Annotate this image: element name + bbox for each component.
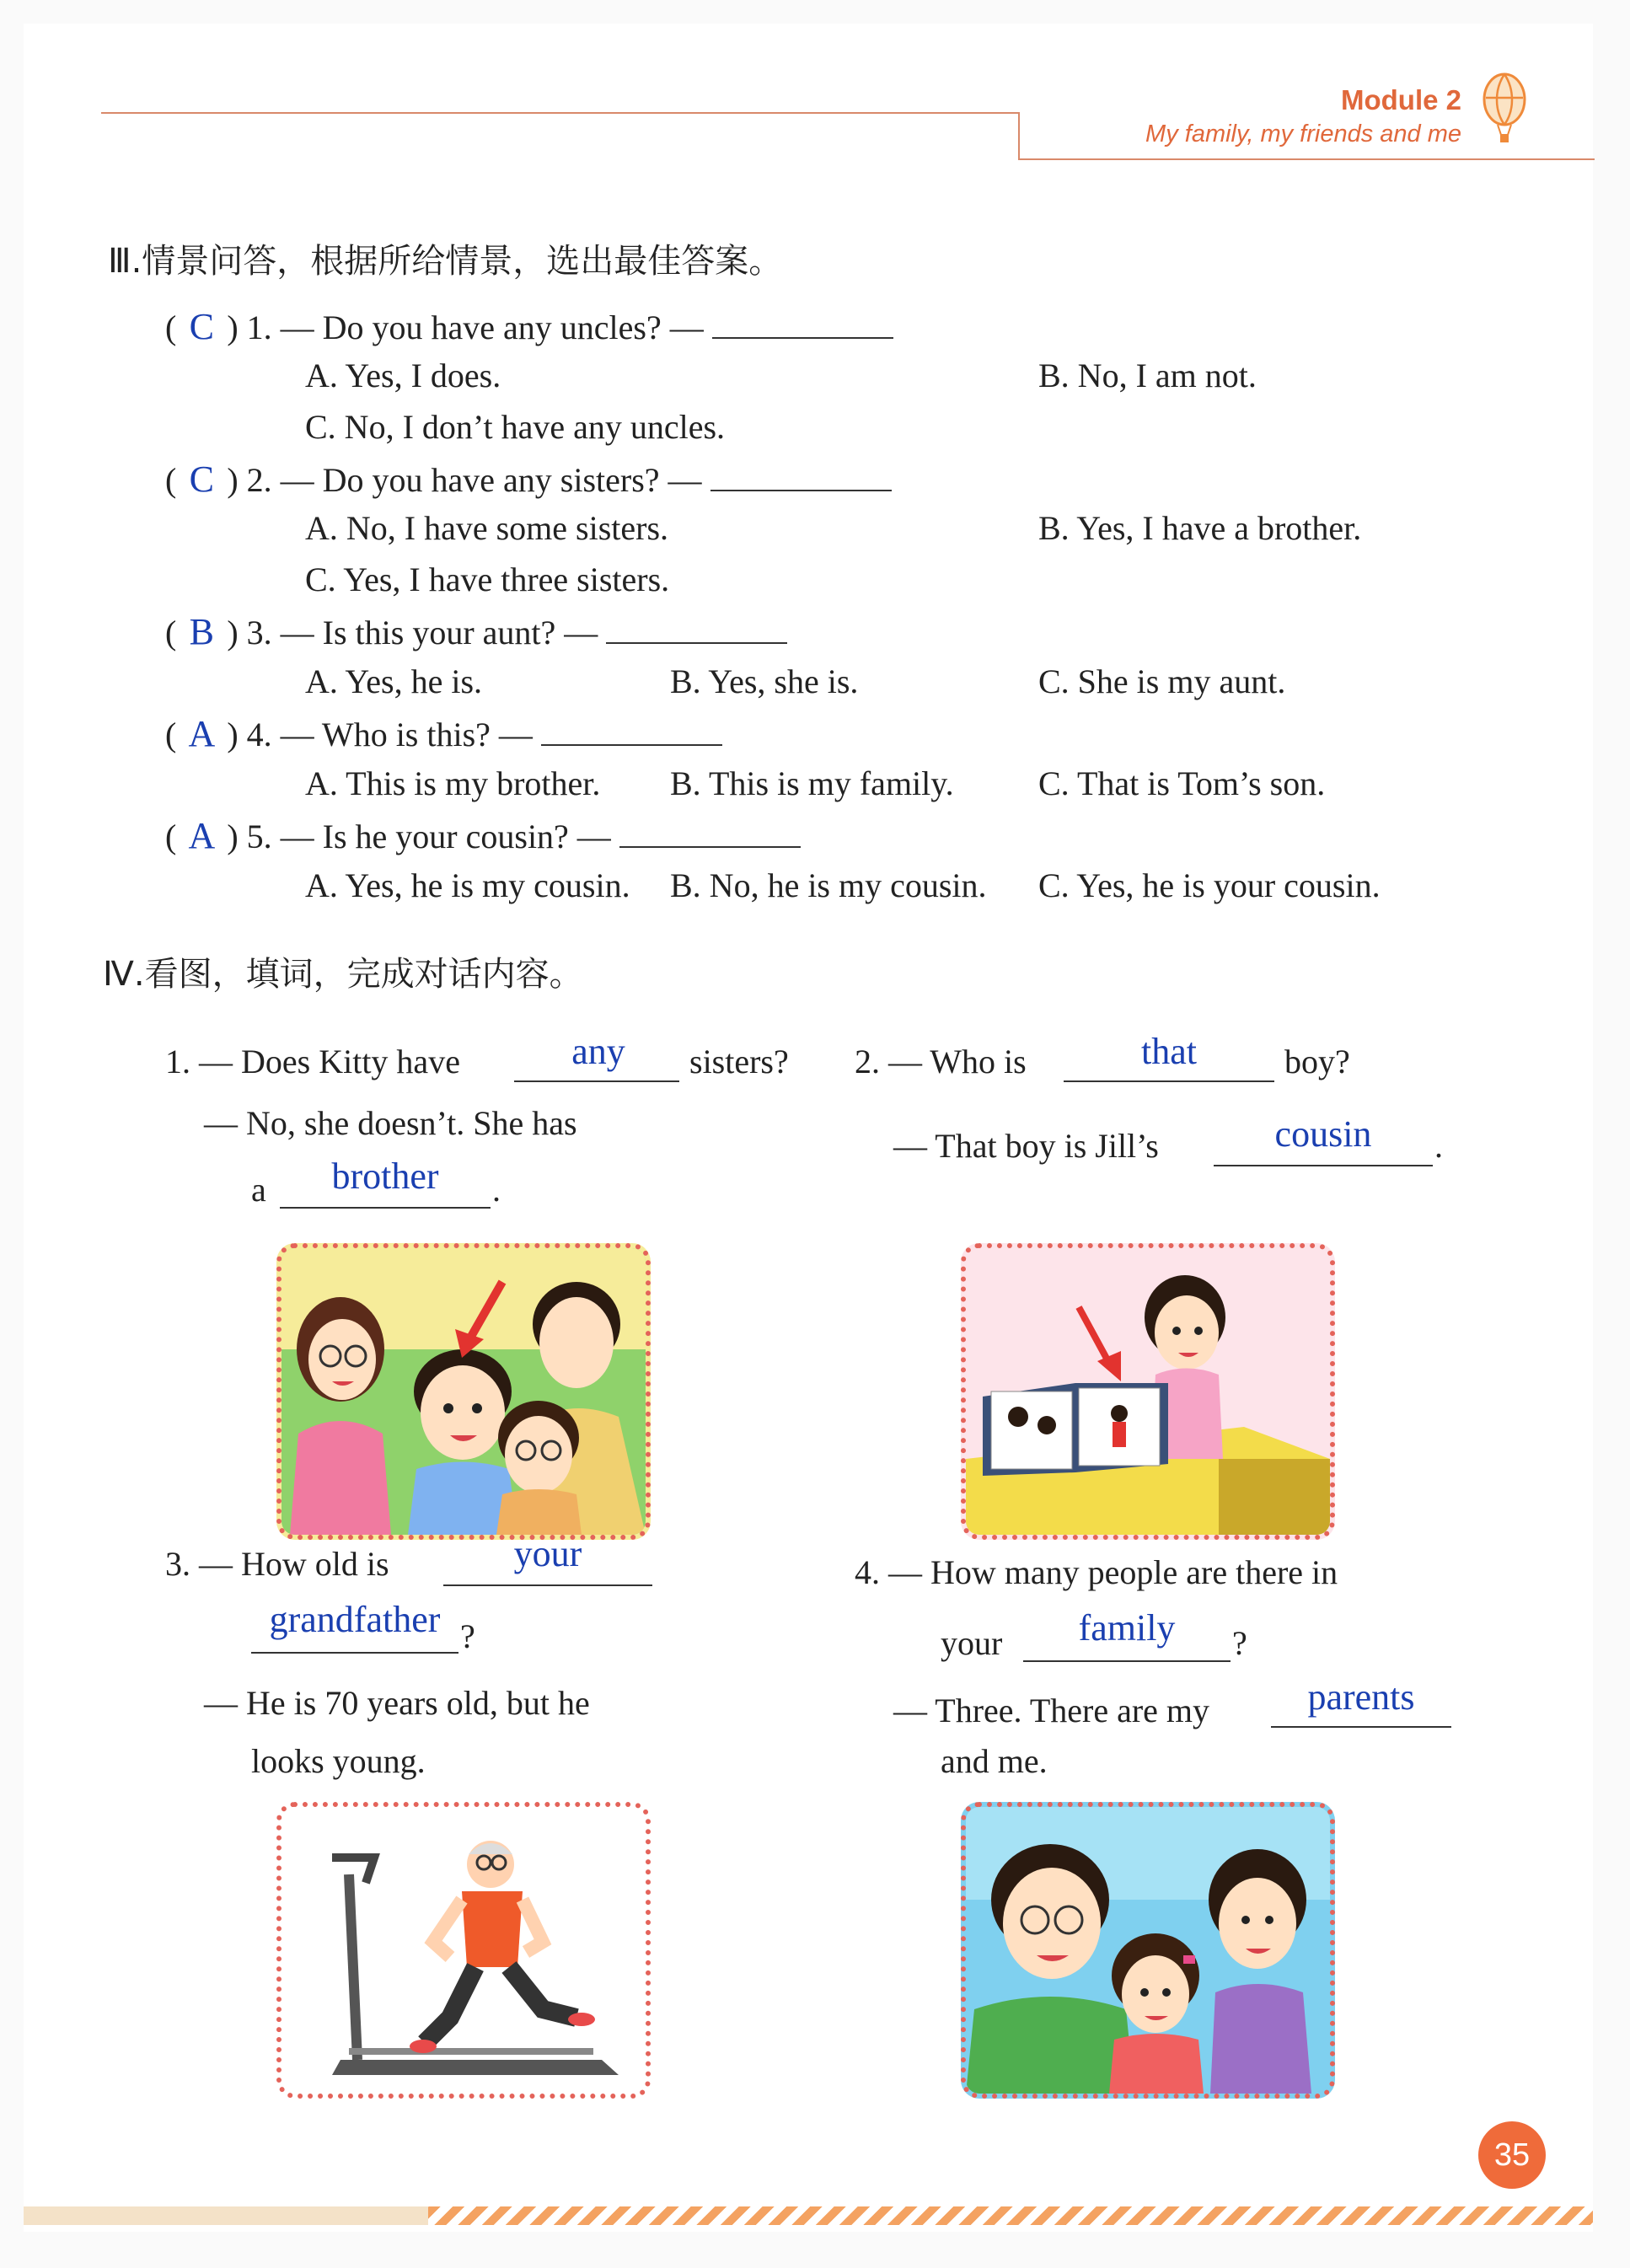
question-number: 1. [246, 308, 272, 346]
option-3c: C. She is my aunt. [1038, 662, 1286, 700]
dialogue-1-fill-1: any [571, 1031, 625, 1072]
answer-blank [541, 714, 722, 746]
question-text: — Is he your cousin? — [280, 818, 611, 855]
question-4: ( A ) 4. — Who is this? — [165, 712, 722, 755]
dialogue-2-fill-2: cousin [1274, 1113, 1372, 1155]
dialogue-4-line-3: — Three. There are my [893, 1692, 1210, 1729]
option-3b: B. Yes, she is. [670, 662, 859, 700]
picture-girl-photo-album [961, 1243, 1335, 1540]
question-number: 2. [246, 461, 272, 499]
dialogue-1-line-3: a [251, 1171, 266, 1209]
question-number: 4. [246, 716, 272, 753]
picture-grandfather-treadmill [276, 1802, 651, 2099]
dialogue-4-fill-1: family [1078, 1607, 1176, 1649]
dialogue-3-line-1: 3. — How old is [165, 1545, 389, 1583]
footer-stripe-solid [24, 2206, 428, 2225]
section-3-title: Ⅲ.情景问答，根据所给情景，选出最佳答案。 [108, 242, 783, 281]
section-4-title: Ⅳ.看图，填词，完成对话内容。 [103, 955, 583, 994]
option-4b: B. This is my family. [670, 764, 954, 802]
option-1a: A. Yes, I does. [305, 357, 501, 394]
blank-line [514, 1080, 679, 1082]
dialogue-3-line-4: looks young. [251, 1742, 426, 1780]
photo-album-illustration [966, 1248, 1330, 1535]
question-1: ( C ) 1. — Do you have any uncles? — [165, 305, 893, 348]
blank-line [443, 1584, 652, 1586]
answer-2: C [189, 458, 214, 500]
dialogue-1-line-1: 1. — Does Kitty have [165, 1043, 460, 1080]
option-5b: B. No, he is my cousin. [670, 866, 987, 904]
dialogue-3-line-2-end: ? [460, 1617, 475, 1655]
question-text: — Do you have any sisters? — [280, 461, 702, 499]
answer-blank [712, 307, 893, 339]
question-text: — Do you have any uncles? — [280, 308, 704, 346]
hot-air-balloon-icon [1479, 72, 1530, 148]
header-rule-lower [1018, 158, 1595, 160]
dialogue-3-line-3: — He is 70 years old, but he [204, 1684, 590, 1722]
question-text: — Is this your aunt? — [280, 614, 598, 651]
answer-4: A [188, 713, 216, 754]
question-number: 3. [246, 614, 272, 651]
answer-1: C [189, 306, 214, 347]
module-label: Module 2 [1340, 84, 1461, 115]
answer-blank [606, 612, 787, 644]
option-1c: C. No, I don’t have any uncles. [305, 408, 726, 446]
header-rule [101, 112, 1020, 114]
blank-line [1064, 1080, 1274, 1082]
dialogue-2-fill-1: that [1141, 1031, 1197, 1072]
option-4a: A. This is my brother. [305, 764, 601, 802]
module-subtitle: My family, my friends and me [1145, 121, 1461, 147]
dialogue-4-line-2-end: ? [1232, 1624, 1247, 1662]
blank-line [1271, 1726, 1451, 1728]
answer-blank [710, 459, 892, 491]
treadmill-illustration [281, 1807, 646, 2094]
dialogue-1-line-2: — No, she doesn’t. She has [204, 1104, 577, 1142]
question-3: ( B ) 3. — Is this your aunt? — [165, 610, 787, 653]
answer-3: B [189, 611, 214, 652]
header-tab-edge [1018, 114, 1020, 160]
option-2c: C. Yes, I have three sisters. [305, 560, 670, 598]
family-illustration [281, 1248, 646, 1535]
blank-line [1023, 1660, 1231, 1662]
option-5a: A. Yes, he is my cousin. [305, 866, 630, 904]
family-of-three-illustration [966, 1807, 1330, 2094]
dialogue-2-line-1-end: boy? [1284, 1043, 1350, 1080]
dialogue-4-fill-2: parents [1307, 1676, 1415, 1718]
option-2a: A. No, I have some sisters. [305, 509, 669, 547]
option-2b: B. Yes, I have a brother. [1038, 509, 1362, 547]
page-number: 35 [1478, 2121, 1546, 2189]
blank-line [251, 1652, 458, 1654]
answer-blank [619, 816, 801, 848]
dialogue-4-line-4: and me. [941, 1742, 1048, 1780]
dialogue-1-line-1-end: sisters? [689, 1043, 789, 1080]
dialogue-1-fill-2: brother [331, 1155, 439, 1197]
question-text: — Who is this? — [280, 716, 533, 753]
answer-5: A [188, 815, 216, 856]
dialogue-3-fill-2: grandfather [269, 1599, 441, 1640]
dialogue-2-line-2-end: . [1434, 1127, 1443, 1165]
dialogue-3-fill-1: your [513, 1533, 582, 1574]
question-5: ( A ) 5. — Is he your cousin? — [165, 814, 801, 857]
option-3a: A. Yes, he is. [305, 662, 483, 700]
question-number: 5. [246, 818, 272, 855]
picture-family-boy [276, 1243, 651, 1540]
dialogue-4-line-1: 4. — How many people are there in [855, 1553, 1338, 1591]
question-2: ( C ) 2. — Do you have any sisters? — [165, 458, 892, 501]
dialogue-2-line-1: 2. — Who is [855, 1043, 1027, 1080]
dialogue-1-line-3-end: . [492, 1171, 501, 1209]
blank-line [280, 1207, 491, 1209]
option-5c: C. Yes, he is your cousin. [1038, 866, 1381, 904]
dialogue-4-line-2: your [941, 1624, 1003, 1662]
picture-family-of-three [961, 1802, 1335, 2099]
option-1b: B. No, I am not. [1038, 357, 1257, 394]
option-4c: C. That is Tom’s son. [1038, 764, 1326, 802]
dialogue-2-line-2: — That boy is Jill’s [893, 1127, 1159, 1165]
blank-line [1214, 1165, 1433, 1166]
